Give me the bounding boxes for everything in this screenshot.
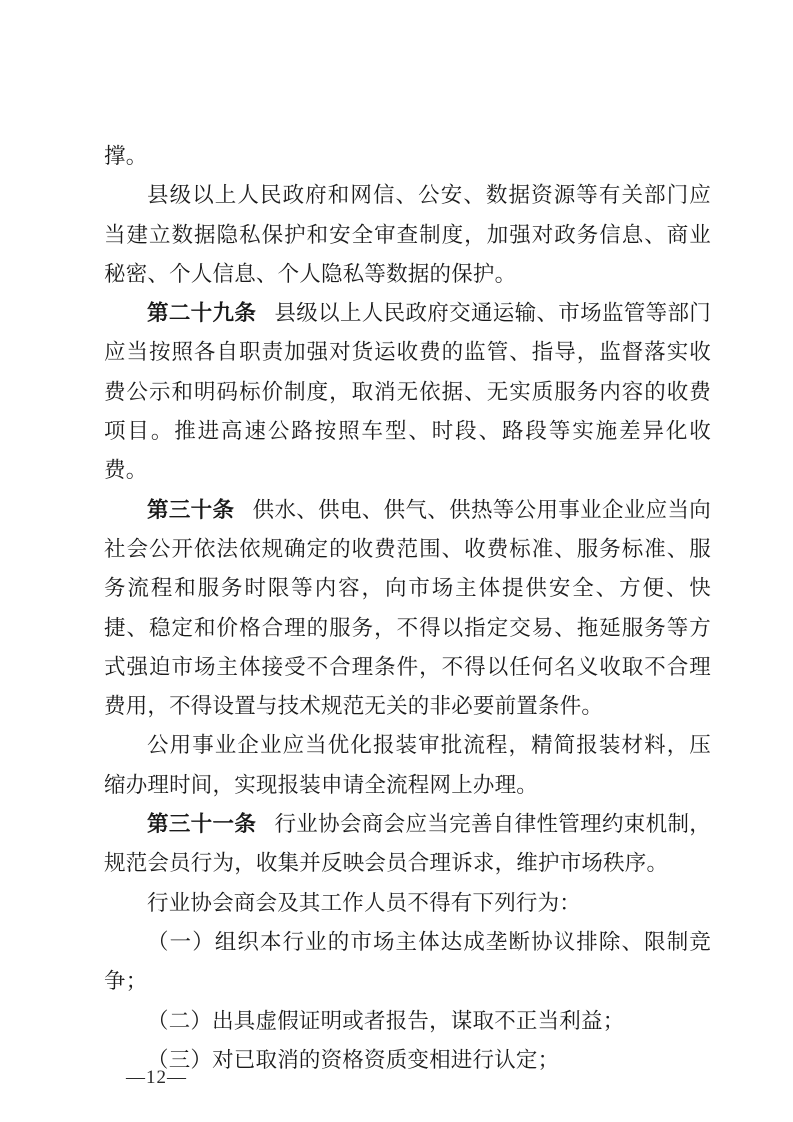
list-item-2 (104, 1002, 711, 1041)
paragraph-text: （三）对已取消的资格资质变相进行认定； (147, 1047, 560, 1072)
article-number: 第三十一条 (147, 812, 257, 837)
paragraph-text: 行业协会商会应当完善自律性管理约束机制，规范会员行为，收集并反映会员合理诉求，维护市场秩序。 (104, 812, 711, 876)
paragraph-article-29 (104, 294, 711, 490)
text-block (104, 137, 711, 1080)
paragraph-text: 公用事业企业应当优化报装审批流程，精简报装材料，压缩办理时间，实现报装申请全流程网上办理。 (104, 733, 711, 797)
paragraph (104, 726, 711, 805)
paragraph-text: 行业协会商会及其工作人员不得有下列行为： (147, 890, 582, 915)
article-number: 第三十条 (147, 497, 235, 522)
paragraph-text: （二）出具虚假证明或者报告，谋取不正当利益； (147, 1008, 625, 1033)
paragraph (104, 176, 711, 294)
list-item-1 (104, 923, 711, 1002)
paragraph (104, 884, 711, 923)
paragraph-text: 县级以上人民政府和网信、公安、数据资源等有关部门应当建立数据隐私保护和安全审查制度，加强对政务信息、商业秘密、个人信息、个人隐私等数据的保护。 (104, 183, 711, 286)
list-item-3 (104, 1041, 711, 1080)
paragraph-article-30 (104, 491, 711, 727)
paragraph-text: 撑。 (104, 144, 148, 168)
page-number: —12— (126, 1067, 187, 1088)
paragraph-text: 供水、供电、供气、供热等公用事业企业应当向社会公开依法依规确定的收费范围、收费标准、服务标准、服务流程和服务时限等内容，向市场主体提供安全、方便、快捷、稳定和价格合理的服务，不得以指定交易、拖延服务等方式强迫市场主体接受不合理条件，不得以任何名义收取不合理费用，不得设置与技术规范无关的非必要前置条件。 (104, 497, 711, 719)
article-number: 第二十九条 (147, 301, 257, 326)
paragraph-text: （一）组织本行业的市场主体达成垄断协议排除、限制竞争； (104, 929, 711, 994)
paragraph-text: 县级以上人民政府交通运输、市场监管等部门应当按照各自职责加强对货运收费的监管、指导，监督落实收费公示和明码标价制度，取消无依据、无实质服务内容的收费项目。推进高速公路按照车型、时段、路段等实施差异化收费。 (104, 301, 711, 483)
paragraph-continuation (104, 137, 711, 176)
paragraph-article-31 (104, 805, 711, 884)
